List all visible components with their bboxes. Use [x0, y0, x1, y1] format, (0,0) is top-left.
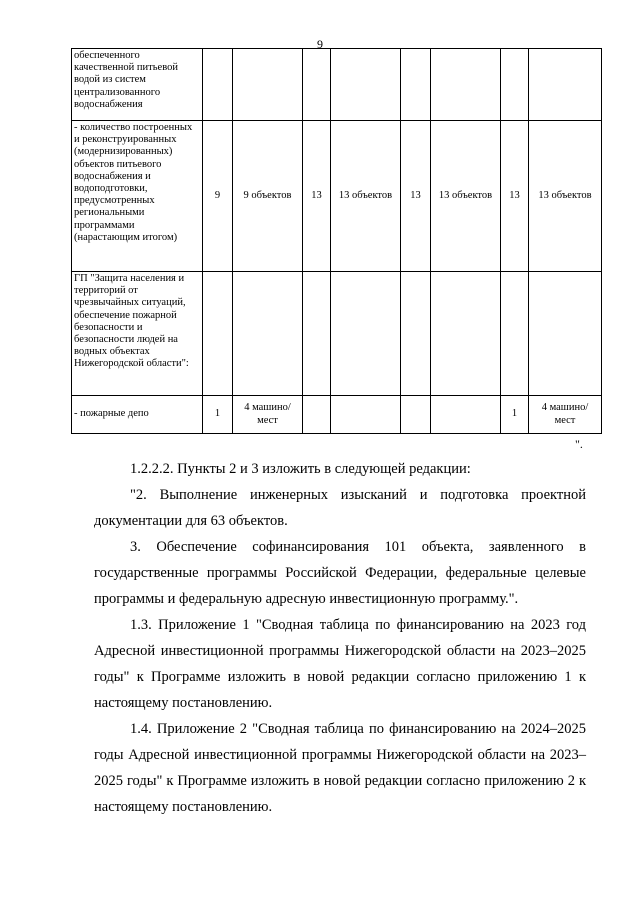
table-row — [72, 272, 602, 396]
paragraph-item-2: "2. Выполнение инженерных изысканий и подготовка проектной документации для 63 объектов. — [94, 487, 586, 529]
paragraph-1-2-2-2: 1.2.2.2. Пункты 2 и 3 изложить в следующей редакции: — [130, 461, 471, 477]
table-cell: 13 объектов — [431, 121, 501, 272]
table-cell — [331, 272, 401, 396]
table-cell — [501, 49, 529, 121]
table-cell — [401, 49, 431, 121]
table-cell-name: - количество построенных и реконструированных (модернизированных) объектов питьевого водоснабжения и водоподготовки, предусмотренных региональными программами (нарастающим итогом) — [72, 121, 203, 272]
table-row — [72, 396, 602, 434]
table-cell: 1 — [501, 396, 529, 434]
table-cell — [431, 396, 501, 434]
table-cell — [431, 272, 501, 396]
table-cell: 9 объектов — [233, 121, 303, 272]
table-cell — [203, 272, 233, 396]
table-row — [72, 49, 602, 121]
table-cell: 9 — [203, 121, 233, 272]
table-cell-name: ГП "Защита населения и территорий от чрезвычайных ситуаций, обеспечение пожарной безопасности и безопасности людей на водных объектах Нижегородской области": — [72, 272, 203, 396]
table-cell — [233, 272, 303, 396]
table-closing-quote: ". — [575, 437, 583, 451]
table-cell — [203, 49, 233, 121]
table-cell: 4 машино/ мест — [529, 396, 602, 434]
table-cell: 13 — [401, 121, 431, 272]
table-cell-name: - пожарные депо — [72, 396, 203, 434]
page-number: 9 — [317, 37, 323, 51]
table-cell: 13 объектов — [529, 121, 602, 272]
table-cell: 13 — [303, 121, 331, 272]
table-cell — [529, 272, 602, 396]
table-cell — [431, 49, 501, 121]
body-text — [94, 456, 586, 820]
table-cell-name: обеспеченного качественной питьевой водой из систем централизованного водоснабжения — [72, 49, 203, 121]
table-cell: 13 — [501, 121, 529, 272]
table-cell — [401, 396, 431, 434]
table-cell — [529, 49, 602, 121]
table-cell — [303, 49, 331, 121]
indicators-table — [71, 48, 602, 434]
table-row — [72, 121, 602, 272]
table-cell — [303, 396, 331, 434]
table-cell — [331, 396, 401, 434]
table-cell: 4 машино/ мест — [233, 396, 303, 434]
table-cell — [401, 272, 431, 396]
paragraph-1-3: 1.3. Приложение 1 "Сводная таблица по финансированию на 2023 год Адресной инвестиционной программы Нижегородской области на 2023–2025 годы" к Программе изложить в новой редакции согласно приложению 1 к настоящему постановлению. — [94, 617, 586, 711]
table-cell — [331, 49, 401, 121]
paragraph-1-4: 1.4. Приложение 2 "Сводная таблица по финансированию на 2024–2025 годы Адресной инвестиционной программы Нижегородской области на 2023–2025 годы" к Программе изложить в новой редакции согласно приложению 2 к настоящему постановлению. — [94, 721, 586, 815]
paragraph-item-3: 3. Обеспечение софинансирования 101 объекта, заявленного в государственные программы Российской Федерации, федеральные целевые программы и федеральную адресную инвестиционную программу.". — [94, 539, 586, 607]
table-cell — [233, 49, 303, 121]
table-cell — [303, 272, 331, 396]
table-cell — [501, 272, 529, 396]
table-cell: 1 — [203, 396, 233, 434]
table-cell: 13 объектов — [331, 121, 401, 272]
